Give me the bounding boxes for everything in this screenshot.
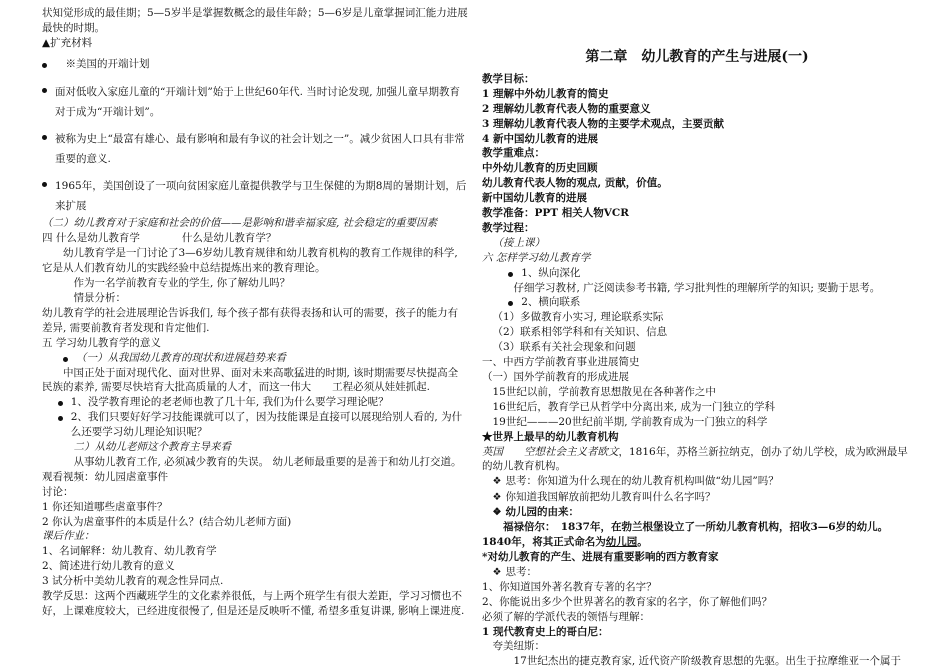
text-line: 仔细学习教材, 广泛阅读参考书籍, 学习批判性的理解所学的知识; 要勤于思考。 — [513, 281, 881, 294]
text-line: 从事幼儿教育工作, 必须减少教育的失误。 幼儿老师最重要的是善于和幼儿打交道。 — [73, 455, 462, 468]
text-line: 4 新中国幼儿教育的进展 — [482, 132, 598, 145]
text-line: 1 理解中外幼儿教育的简史 — [482, 87, 609, 100]
text-line: 19世纪———20世纪前半期, 学前教育成为一门独立的科学 — [492, 415, 768, 428]
bullet-dot-icon — [508, 272, 513, 277]
text-line: 3 试分析中美幼儿教育的观念性异同点. — [42, 575, 224, 588]
text-line: 状知觉形成的最佳期；5—5岁半是掌握数概念的最佳年龄；5—6岁是儿童掌握词汇能力进展最快的时期。 — [42, 7, 468, 34]
bullet-dot-icon — [42, 88, 47, 93]
text-line: 17世纪杰出的捷克教育家, 近代资产阶级教育思想的先驱。出生于拉摩维亚一个属于 — [513, 655, 902, 668]
bullet-dot-icon — [42, 63, 47, 68]
heading: 教学过程： — [482, 221, 535, 234]
text-span: 幼儿园的由来： — [505, 505, 579, 518]
text-line: 幼儿教育代表人物的观点, 贡献，价值。 — [482, 177, 668, 190]
text-line: 幼儿教育学是一门讨论了3—6岁幼儿教育规律和幼儿教育机构的教育工作规律的科学, 它是从人们教育幼儿的实践经验中总结提炼出来的教育理论。 — [42, 247, 458, 275]
text-line: 课后作业： — [42, 530, 95, 543]
heading: *对幼儿教育的产生、进展有重要影响的西方教育家 — [482, 550, 719, 563]
text-line: 情景分析： — [73, 291, 126, 304]
text-span: 福禄倍尔： 1837年，在勃兰根堡设立了一所幼儿教育机构，招收3—6岁的幼儿。 1840年，将其正式命名为 — [482, 520, 889, 548]
text-span: 思考：你知道为什么现在的幼儿教育机构叫做“幼儿园”吗？ — [505, 475, 779, 488]
text-span: 幼儿园 — [605, 535, 638, 548]
text-line — [482, 445, 912, 475]
heading: ★世界上最早的幼儿教育机构 — [482, 430, 619, 443]
bullet-item — [42, 51, 468, 72]
bullet-item — [42, 170, 468, 217]
heading: 六 怎样学习幼儿教育学 — [482, 251, 591, 264]
bullet-item — [42, 351, 468, 366]
bullet-dot-icon — [42, 135, 47, 140]
text-line: 必须了解的学派代表的领悟与理解： — [482, 610, 650, 623]
text-line: 新中国幼儿教育的进展 — [482, 192, 587, 205]
text-line: 教学准备：PPT 相关人物VCR — [482, 207, 629, 220]
text-line: 作为一名学前教育专业的学生, 你了解幼儿吗？ — [73, 277, 291, 290]
diamond-bullet-icon: ❖ — [492, 506, 502, 518]
text-line: （接上课） — [492, 236, 545, 249]
bullet-dot-icon — [42, 182, 47, 187]
text-line: 被称为史上“最富有雄心、最有影响和最有争议的社会计划之一”。减少贫困人口具有非常重要的意义. — [55, 132, 465, 166]
text-span: 你知道我国解放前把幼儿教育叫什么名字吗？ — [505, 490, 716, 503]
text-line: 1、没学教育理论的老老师也教了几十年, 我们为什么要学习理论呢？ — [70, 396, 389, 409]
text-line — [482, 520, 912, 550]
text-line — [482, 474, 912, 489]
bullet-item — [42, 123, 468, 170]
bullet-dot-icon — [508, 301, 513, 306]
text-line: 二）从幼儿老师这个教育主导来看 — [73, 441, 231, 454]
text-line — [482, 565, 912, 580]
text-line: （1）多做教育小实习, 理论联系实际 — [492, 311, 664, 324]
text-line: 中外幼儿教育的历史回顾 — [482, 162, 598, 175]
bullet-item — [42, 410, 468, 440]
text-line: 观看视频：幼儿园虐童事件 — [42, 470, 168, 483]
text-span: 。 — [637, 535, 648, 548]
bullet-dot-icon — [63, 357, 68, 362]
bullet-item — [482, 266, 912, 281]
text-line: （一）从我国幼儿教育的现状和进展趋势来看 — [76, 351, 286, 364]
diamond-bullet-icon: ❖ — [492, 566, 502, 578]
text-line: 16世纪后，教育学已从哲学中分离出来, 成为一门独立的学科 — [492, 400, 776, 413]
text-line: 1965年，美国创设了一项向贫困家庭儿童提供教学与卫生保健的为期8周的暑期计划，后来扩展 — [55, 179, 467, 212]
bullet-dot-icon — [58, 416, 63, 421]
text-span: ，1816年，苏格兰新拉纳克，创办了幼儿学校，成为欧洲最早的幼儿教育机构。 — [482, 445, 908, 473]
text-line: 1、你知道国外著名教育专著的名字？ — [482, 580, 657, 593]
bullet-dot-icon — [58, 401, 63, 406]
text-line: 2 理解幼儿教育代表人物的重要意义 — [482, 102, 651, 115]
text-line: 面对低收入家庭儿童的“开端计划”始于上世纪60年代. 当时讨论发现, 加强儿童早期教育对于成为“开端计划”。 — [55, 85, 460, 119]
text-line: 2、横向联系 — [521, 296, 581, 309]
heading — [482, 505, 912, 520]
heading: 教学目标： — [482, 72, 535, 85]
bullet-item — [42, 72, 468, 123]
chapter-title: 第二章 幼儿教育的产生与进展(一) — [585, 49, 809, 65]
text-line: 2、我们只要好好学习技能课就可以了，因为技能课是直接可以展现给别人看的, 为什么还要学习幼儿理论知识呢？ — [70, 411, 463, 439]
text-span: 英国 空想社会主义者欧文 — [482, 445, 619, 458]
text-line: 1、名词解释：幼儿教育、幼儿教育学 — [42, 545, 217, 558]
text-line: 讨论： — [42, 485, 74, 498]
diamond-bullet-icon: ❖ — [492, 476, 502, 488]
text-line — [482, 490, 912, 505]
left-column — [42, 6, 468, 619]
text-line: 2 你认为虐童事件的本质是什么？(结合幼儿老师方面) — [42, 515, 292, 528]
text-line: 3 理解幼儿教育代表人物的主要学术观点，主要贡献 — [482, 117, 724, 130]
text-line: 1 你还知道哪些虐童事件？ — [42, 500, 168, 513]
right-column — [482, 6, 912, 669]
text-line: （一）国外学前教育的形成进展 — [482, 371, 629, 383]
text-line: 幼儿教育学的社会进展理论告诉我们, 每个孩子都有获得表扬和认可的需要，孩子的能力有差异, 需要前教育者发现和肯定他们. — [42, 306, 459, 334]
text-line: 2、你能说出多少个世界著名的教育家的名字，你了解他们吗？ — [482, 595, 773, 608]
heading: 一、中西方学前教育事业进展简史 — [482, 356, 640, 369]
text-line: ※美国的开端计划 — [65, 57, 150, 70]
text-line: （3）联系有关社会现象和问题 — [492, 341, 636, 354]
bullet-item — [482, 295, 912, 310]
bullet-item — [42, 395, 468, 410]
text-line: 夸美纽斯： — [492, 640, 545, 653]
text-line: 2、简述进行幼儿教育的意义 — [42, 560, 175, 573]
text-line: 中国正处于面对现代化、面对世界、面对未来高歌猛进的时期, 该时期需要尽快提高全民族的素养, 需要尽快培育大批高质量的人才，而这一伟大 工程必须从娃娃抓起. — [42, 366, 459, 394]
diamond-bullet-icon: ❖ — [492, 491, 502, 503]
heading: 五 学习幼儿教育学的意义 — [42, 336, 161, 349]
text-line: 教学反思：这两个西藏班学生的文化素养很低，与上两个班学生有很大差距，学习习惯也不好，上课难度较大，已经进度很慢了, 但是还是反映听不懂, 希望多重复讲课, 影响上课进度. — [42, 590, 465, 617]
text-line: （2）联系相邻学科和有关知识、信息 — [492, 326, 668, 339]
heading: 1 现代教育史上的哥白尼： — [482, 625, 609, 638]
heading: 教学重难点： — [482, 147, 545, 160]
text-line: 1、纵向深化 — [521, 266, 581, 279]
text-line: （二）幼儿教育对于家庭和社会的价值——是影响和谐幸福家庭, 社会稳定的重要因素 — [42, 217, 438, 230]
text-line: 15世纪以前，学前教育思想散见在各种著作之中 — [492, 385, 716, 398]
heading: 四 什么是幼儿教育学 什么是幼儿教育学？ — [42, 232, 277, 245]
section-label: ▲扩充材料 — [42, 36, 93, 49]
text-span: 思考： — [505, 565, 537, 578]
